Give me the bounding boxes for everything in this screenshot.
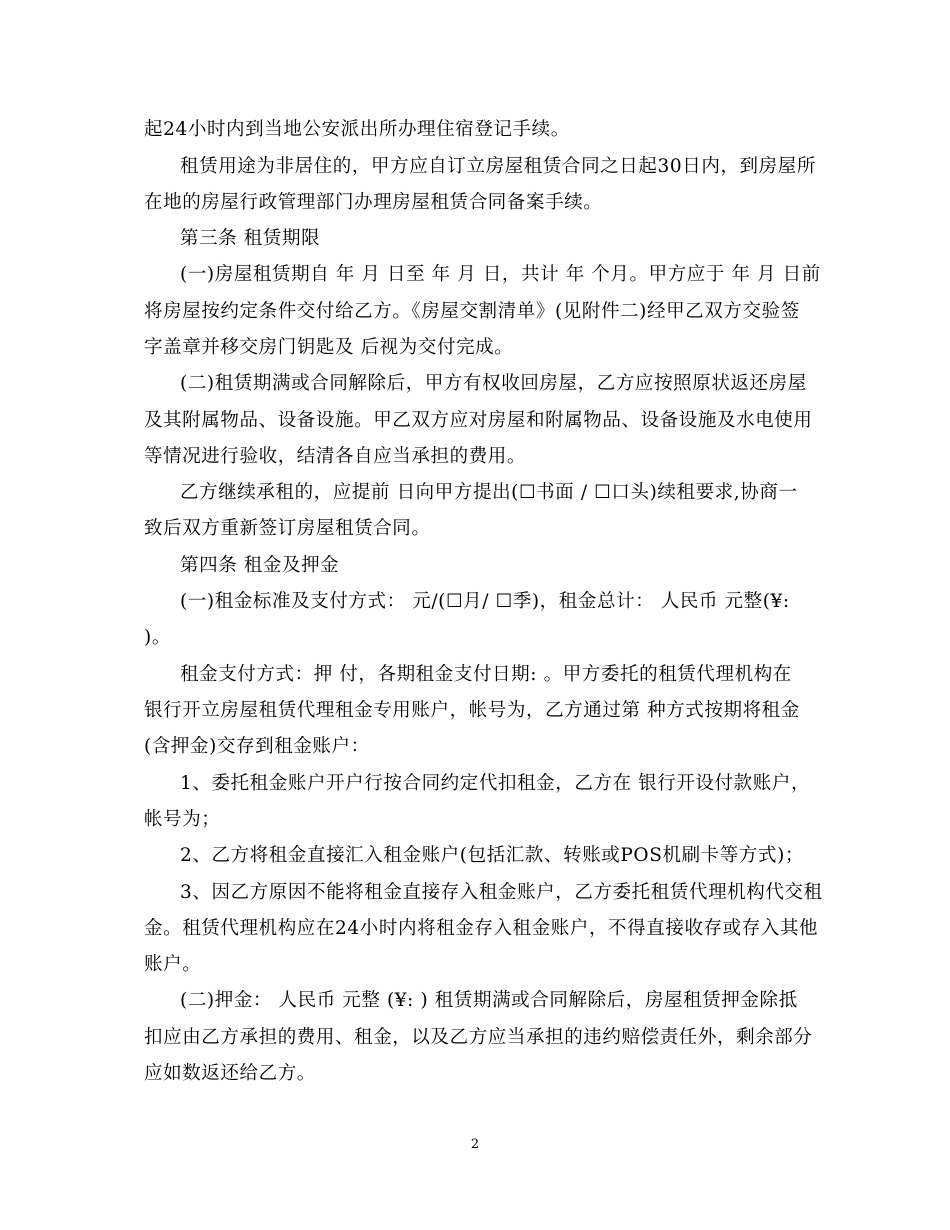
text-line: 银行开立房屋租赁代理租金专用账户，帐号为，乙方通过第 种方式按期将租金 xyxy=(144,700,800,721)
text-line: 3、因乙方原因不能将租金直接存入租金账户，乙方委托租赁代理机构代交租 xyxy=(180,882,823,903)
section-heading: 第四条 租金及押金 xyxy=(180,555,340,576)
text-line: 1、委托租金账户开户行按合同约定代扣租金，乙方在 银行开设付款账户， xyxy=(180,773,811,794)
text-line: 应如数返还给乙方。 xyxy=(144,1063,316,1084)
text-line: 租赁用途为非居住的，甲方应自订立房屋租赁合同之日起30日内，到房屋所 xyxy=(180,156,816,177)
text-line: 扣应由乙方承担的费用、租金，以及乙方应当承担的违约赔偿责任外，剩余部分 xyxy=(144,1027,813,1048)
text-line: 等情况进行验收，结清各自应当承担的费用。 xyxy=(144,446,527,467)
text-line: (二)租赁期满或合同解除后，甲方有权收回房屋，乙方应按照原状返还房屋 xyxy=(180,373,807,394)
text-line: 致后双方重新签订房屋租赁合同。 xyxy=(144,518,431,539)
page-number: 2 xyxy=(470,1137,480,1152)
text-line: 账户。 xyxy=(144,954,202,975)
text-line: 在地的房屋行政管理部门办理房屋租赁合同备案手续。 xyxy=(144,192,603,213)
text-line: 起24小时内到当地公安派出所办理住宿登记手续。 xyxy=(144,119,570,140)
text-line: 2、乙方将租金直接汇入租金账户(包括汇款、转账或POS机刷卡等方式)； xyxy=(180,845,804,866)
text-line: (一)房屋租赁期自 年 月 日至 年 月 日，共计 年 个月。甲方应于 年 月 日前 xyxy=(180,264,821,285)
text-line: 帐号为； xyxy=(144,809,221,830)
text-line: 乙方继续承租的，应提前 日向甲方提出(☐书面 / ☐口头)续租要求,协商一 xyxy=(180,482,798,503)
text-line: )。 xyxy=(144,627,171,648)
text-line: 及其附属物品、设备设施。甲乙双方应对房屋和附属物品、设备设施及水电使用 xyxy=(144,410,813,431)
text-line: (含押金)交存到租金账户： xyxy=(144,736,370,757)
section-heading: 第三条 租赁期限 xyxy=(180,228,321,249)
text-line: (二)押金： 人民币 元整 (¥: ) 租赁期满或合同解除后，房屋租赁押金除抵 xyxy=(180,990,798,1011)
text-line: 租金支付方式：押 付，各期租金支付日期: 。甲方委托的租赁代理机构在 xyxy=(180,664,792,685)
text-line: 将房屋按约定条件交付给乙方。《房屋交割清单》(见附件二)经甲乙双方交验签 xyxy=(144,301,800,322)
text-line: 字盖章并移交房门钥匙及 后视为交付完成。 xyxy=(144,337,514,358)
text-line: (一)租金标准及支付方式： 元/(☐月/ ☐季)，租金总计： 人民币 元整(¥: xyxy=(180,591,790,612)
text-line: 金。租赁代理机构应在24小时内将租金存入租金账户，不得直接收存或存入其他 xyxy=(144,918,819,939)
